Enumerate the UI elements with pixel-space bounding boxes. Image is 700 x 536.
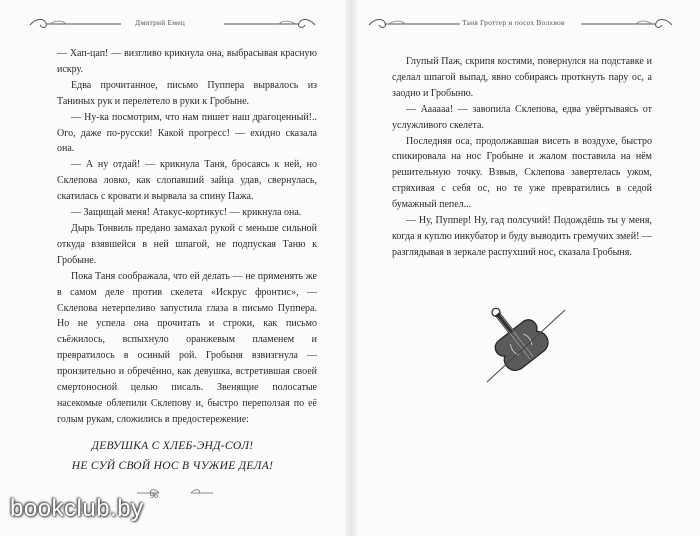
left-page <box>0 0 345 536</box>
paragraph: — А ну отдай! — крикнула Таня, бросаясь к ней, но Склепова ловко, как слопавший зайца удав, свернулась, скатилась с кровати и вырвала за спину Пажа. <box>57 159 317 203</box>
bookclub-watermark: bookclub.by <box>10 495 144 522</box>
page-number: 96 <box>150 491 158 500</box>
wasp-warning-line-1: ДЕВУШКА С ХЛЕБ-ЭНД-СОЛ! <box>91 440 254 452</box>
paragraph: Пока Таня соображала, что ей делать — не применять же в самом деле против скелета «Искрус фронтис», — Склепова нетерпеливо запустила глаза в письмо Пуппера. Но не успела она прочитать и строки, как письмо съёжилось, вспыхнуло оранжевым пламенем и превратилось в осиный рой. Гробыня взвизгнула — пронзительно и обречённо, как девушка, встретившая своей смертоносной целью писаль. Звенящие полосатые насекомые облепили Склепову и, быстро переползая по её голым рукам, сложились в предостережение: <box>57 270 317 425</box>
wasp-warning-line-2: НЕ СУЙ СВОЙ НОС В ЧУЖИЕ ДЕЛА! <box>71 460 274 472</box>
right-page-text <box>392 54 652 261</box>
running-head: Таня Гроттер и посох Волхвов <box>462 18 565 27</box>
paragraph: Последняя оса, продолжавшая висеть в воздухе, быстро спикировала на нос Гробыне и жалом поставила на нём решительную точку. Взвыв, Склепова завертелась ужом, стряхивая с себя ос, но те уже превратились в седой бумажный пепел... <box>392 135 652 211</box>
violin-icon <box>465 298 575 388</box>
left-page-text <box>57 46 317 428</box>
running-head: Дмитрий Емец <box>135 18 185 27</box>
paragraph: Глупый Паж, скрипя костями, повернулся на подставке и сделал шпагой выпад, явно собираясь проткнуть пару ос, а заодно и Гробыню. <box>392 56 652 99</box>
paragraph: — Ну-ка посмотрим, что нам пишет наш драгоценный!.. Ого, даже по-русски! Какой прогресс! — ехидно сказала она. <box>57 111 317 155</box>
header-ornament-right-icon <box>579 16 674 32</box>
paragraph: Дырь Тонвиль предано замахал рукой с меньше сильной откуда взявшейся в ней шпагой, не подпуская Таню к Гробыне. <box>57 222 317 266</box>
header-ornament-left-icon <box>367 16 462 32</box>
paragraph: — Аааааа! — завопила Склепова, едва увёртываясь от услужливого скелета. <box>392 103 652 131</box>
paragraph: — Защищай меня! Атакус-кортикус! — крикнула она. <box>71 207 302 219</box>
header-ornament-left-icon <box>28 16 123 32</box>
footer-ornament-icon <box>135 486 215 500</box>
right-page <box>357 0 700 536</box>
paragraph: Едва прочитанное, письмо Пуппера вырвалось из Таниных рук и перелетело в руки к Гробыне. <box>57 79 317 107</box>
book-gutter <box>345 0 357 536</box>
header-ornament-right-icon <box>222 16 317 32</box>
paragraph: — Хап-цап! — визгливо крикнула она, выбрасывая красную искру. <box>57 48 317 75</box>
paragraph: — Ну, Пуппер! Ну, гад полсучий! Подождёшь ты у меня, когда я куплю инкубатор и буду выводить гремучих змей! — разглядывая в зеркале распухший нос, сказала Гробыня. <box>392 215 652 258</box>
